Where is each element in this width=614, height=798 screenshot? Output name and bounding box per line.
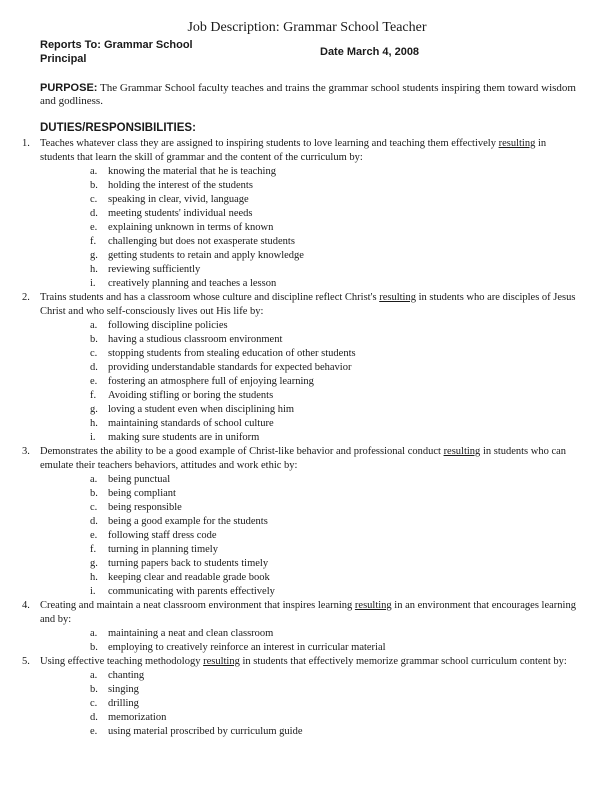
subitem-letter: a. — [90, 670, 98, 681]
duty-text-post: in students who can emulate their teachers behaviors, attitudes and work ethic by: — [40, 446, 567, 471]
duty-text-pre: Teaches whatever class they are assigned to inspiring students to love learning and teaching them effectively — [40, 138, 499, 149]
duty-subitem — [90, 529, 582, 543]
duty-subitem — [90, 263, 582, 277]
subitem-letter: d. — [90, 712, 98, 723]
duty-subitem — [90, 193, 582, 207]
duty-item — [22, 599, 582, 655]
duty-subitem — [90, 249, 582, 263]
subitem-text: reviewing sufficiently — [108, 264, 201, 275]
duty-subitem — [90, 221, 582, 235]
duty-text-emphasis: resulting — [203, 656, 240, 667]
reports-to-line1: Reports To: Grammar School — [40, 39, 193, 51]
subitem-letter: f. — [90, 544, 97, 555]
duties-heading: DUTIES/RESPONSIBILITIES: — [40, 122, 196, 134]
duty-subitem — [90, 487, 582, 501]
subitem-letter: b. — [90, 684, 98, 695]
duty-number: 5. — [22, 656, 30, 667]
subitem-text: memorization — [108, 712, 167, 723]
duty-subitem — [90, 417, 582, 431]
duty-subitem — [90, 501, 582, 515]
duty-subitem — [90, 361, 582, 375]
document-title: Job Description: Grammar School Teacher — [187, 20, 427, 35]
duty-text-post: in students that effectively memorize grammar school curriculum content by: — [239, 656, 567, 667]
subitem-letter: d. — [90, 362, 98, 373]
reports-to — [40, 38, 193, 66]
subitem-text: following staff dress code — [108, 530, 217, 541]
subitem-text: drilling — [108, 698, 139, 709]
duty-subitem — [90, 389, 582, 403]
duty-subitem — [90, 347, 582, 361]
duty-text-emphasis: resulting — [379, 292, 416, 303]
duty-subitem — [90, 585, 582, 599]
subitem-letter: b. — [90, 488, 98, 499]
subitem-text: challenging but does not exasperate students — [108, 236, 295, 247]
subitem-letter: e. — [90, 530, 98, 541]
duty-subitem — [90, 207, 582, 221]
subitem-text: communicating with parents effectively — [108, 586, 275, 597]
duty-subitem — [90, 277, 582, 291]
duty-text-pre: Using effective teaching methodology — [40, 656, 204, 667]
duty-subitem — [90, 641, 582, 655]
duty-subitem — [90, 557, 582, 571]
duty-subitems — [40, 319, 582, 445]
reports-to-line2: Principal — [40, 53, 87, 65]
subitem-letter: b. — [90, 180, 98, 191]
duty-subitems — [40, 669, 582, 739]
duties-list — [22, 137, 582, 739]
duty-item — [22, 137, 582, 291]
duty-subitem — [90, 403, 582, 417]
duty-subitem — [90, 431, 582, 445]
duty-number: 4. — [22, 600, 30, 611]
subitem-letter: c. — [90, 194, 98, 205]
duty-subitems — [40, 473, 582, 599]
duty-subitem — [90, 725, 582, 739]
subitem-text: loving a student even when disciplining him — [108, 404, 295, 415]
subitem-letter: e. — [90, 222, 98, 233]
duty-subitem — [90, 235, 582, 249]
duty-subitem — [90, 515, 582, 529]
subitem-text: stopping students from stealing education of other students — [108, 348, 356, 359]
subitem-text: being compliant — [108, 488, 176, 499]
duty-subitem — [90, 333, 582, 347]
subitem-letter: a. — [90, 628, 98, 639]
subitem-text: fostering an atmosphere full of enjoying learning — [108, 376, 314, 387]
purpose-section — [40, 82, 580, 108]
subitem-text: providing understandable standards for expected behavior — [108, 362, 352, 373]
duty-text — [40, 600, 576, 625]
subitem-text: chanting — [108, 670, 145, 681]
subitem-text: turning in planning timely — [108, 544, 218, 555]
duty-text-pre: Creating and maintain a neat classroom environment that inspires learning — [40, 600, 355, 611]
subitem-letter: d. — [90, 208, 98, 219]
subitem-letter: h. — [90, 264, 98, 275]
duty-text-pre: Demonstrates the ability to be a good example of Christ-like behavior and professional conduct — [40, 446, 444, 457]
subitem-letter: g. — [90, 404, 98, 415]
duty-text-emphasis: resulting — [498, 138, 536, 149]
subitem-letter: f. — [90, 236, 97, 247]
subitem-text: creatively planning and teaches a lesson — [108, 278, 277, 289]
subitem-text: employing to creatively reinforce an interest in curricular material — [108, 642, 386, 653]
duty-subitem — [90, 627, 582, 641]
subitem-letter: h. — [90, 572, 98, 583]
subitem-text: Avoiding stifling or boring the students — [108, 390, 274, 401]
subitem-text: making sure students are in uniform — [108, 432, 260, 443]
subitem-text: holding the interest of the students — [108, 180, 253, 191]
subitem-letter: b. — [90, 334, 98, 345]
subitem-text: speaking in clear, vivid, language — [108, 194, 249, 205]
subitem-letter: h. — [90, 418, 98, 429]
subitem-letter: c. — [90, 348, 98, 359]
subitem-text: meeting students' individual needs — [108, 208, 253, 219]
subitem-text: singing — [108, 684, 139, 695]
duty-item — [22, 655, 582, 739]
duty-text — [40, 656, 567, 667]
duty-subitem — [90, 179, 582, 193]
subitem-text: being a good example for the students — [108, 516, 268, 527]
duty-item — [22, 445, 582, 599]
subitem-text: using material proscribed by curriculum guide — [108, 726, 303, 737]
duty-text-emphasis: resulting — [443, 446, 481, 457]
duty-subitem — [90, 683, 582, 697]
subitem-letter: g. — [90, 558, 98, 569]
duty-subitem — [90, 697, 582, 711]
duty-text-pre: Trains students and has a classroom whose culture and discipline reflect Christ's — [40, 292, 380, 303]
subitem-letter: f. — [90, 390, 97, 401]
duty-subitem — [90, 319, 582, 333]
subitem-letter: e. — [90, 726, 98, 737]
duty-text-post: in an environment that encourages learning and by: — [40, 600, 576, 625]
duty-subitems — [40, 627, 582, 655]
duty-text-post: in students that learn the skill of grammar and the content of the curriculum by: — [40, 138, 547, 163]
subitem-letter: a. — [90, 166, 98, 177]
duty-subitem — [90, 165, 582, 179]
subitem-text: knowing the material that he is teaching — [108, 166, 276, 177]
duty-number: 2. — [22, 292, 30, 303]
subitem-text: keeping clear and readable grade book — [108, 572, 270, 583]
duty-number: 1. — [22, 138, 30, 149]
subitem-text: maintaining standards of school culture — [108, 418, 274, 429]
subitem-text: being punctual — [108, 474, 171, 485]
subitem-text: following discipline policies — [108, 320, 228, 331]
duty-subitems — [40, 165, 582, 291]
subitem-letter: e. — [90, 376, 98, 387]
purpose-text: The Grammar School faculty teaches and trains the grammar school students inspiring them toward wisdom and godliness. — [40, 82, 576, 107]
duty-subitem — [90, 473, 582, 487]
document-date: Date March 4, 2008 — [320, 46, 420, 58]
duty-number: 3. — [22, 446, 30, 457]
subitem-letter: a. — [90, 474, 98, 485]
subitem-letter: g. — [90, 250, 98, 261]
subitem-text: explaining unknown in terms of known — [108, 222, 274, 233]
subitem-letter: b. — [90, 642, 98, 653]
duty-text — [40, 292, 575, 317]
subitem-text: getting students to retain and apply knowledge — [108, 250, 304, 261]
subitem-letter: d. — [90, 516, 98, 527]
duty-subitem — [90, 375, 582, 389]
subitem-letter: i. — [90, 278, 96, 289]
duty-subitem — [90, 571, 582, 585]
purpose-label: PURPOSE: — [40, 82, 98, 94]
subitem-text: turning papers back to students timely — [108, 558, 269, 569]
duty-text — [40, 446, 566, 471]
duty-item — [22, 291, 582, 445]
duty-text-emphasis: resulting — [354, 600, 392, 611]
subitem-text: being responsible — [108, 502, 182, 513]
subitem-letter: i. — [90, 586, 96, 597]
duty-subitem — [90, 669, 582, 683]
duty-subitem — [90, 711, 582, 725]
subitem-letter: c. — [90, 698, 98, 709]
subitem-text: having a studious classroom environment — [108, 334, 283, 345]
duty-subitem — [90, 543, 582, 557]
duty-text — [40, 138, 546, 163]
subitem-letter: a. — [90, 320, 98, 331]
subitem-letter: c. — [90, 502, 98, 513]
subitem-text: maintaining a neat and clean classroom — [108, 628, 274, 639]
subitem-letter: i. — [90, 432, 96, 443]
duty-text-post: in students who are disciples of Jesus Christ and who self-consciously lives out His life by: — [40, 292, 576, 317]
